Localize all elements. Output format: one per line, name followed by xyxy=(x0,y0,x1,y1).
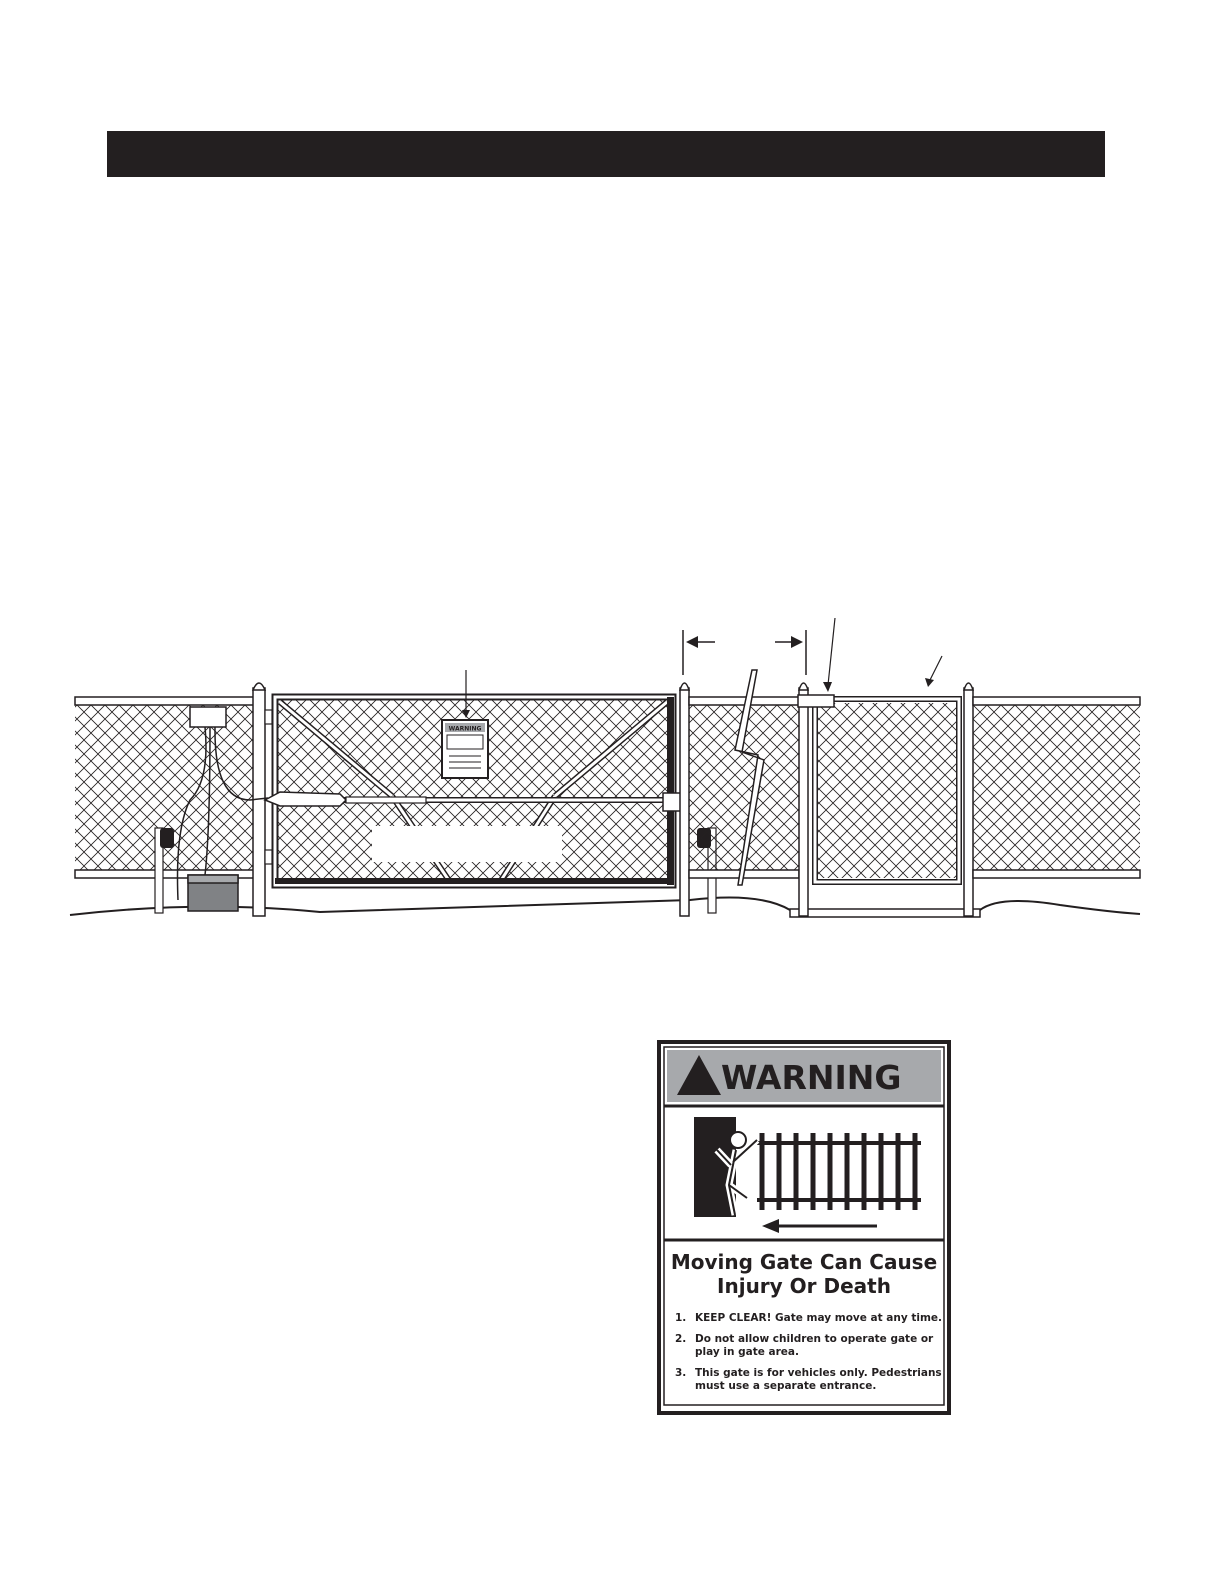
pedestrian-gate xyxy=(815,699,959,882)
gate-installation-diagram xyxy=(0,600,1224,940)
pedestrian-gate-post xyxy=(799,683,808,916)
right-post xyxy=(964,683,973,916)
middle-fence-panel xyxy=(689,670,799,885)
instruction-number: 1. xyxy=(675,1312,687,1324)
section-header-bar xyxy=(107,131,1105,177)
latch-post xyxy=(680,683,689,916)
sign-title-line-2: Injury Or Death xyxy=(717,1274,891,1298)
gate-slab xyxy=(790,909,980,917)
left-fence-panel xyxy=(75,697,255,878)
latch-pointer xyxy=(823,618,835,692)
distance-dimension xyxy=(683,630,806,675)
sign-instructions xyxy=(675,1312,945,1401)
sign-instruction xyxy=(675,1312,945,1325)
gate-warning-sign xyxy=(442,670,488,778)
mini-sign-signal-word: WARNING xyxy=(448,725,482,733)
pedestrian-gate-pointer xyxy=(925,656,942,687)
warning-sign xyxy=(657,1040,951,1415)
instruction-number: 2. xyxy=(675,1333,687,1345)
instruction-text: This gate is for vehicles only. Pedestrians must use a separate entrance. xyxy=(695,1367,942,1392)
sign-instruction xyxy=(675,1367,945,1393)
sign-signal-word: WARNING xyxy=(721,1058,902,1097)
right-fence-panel xyxy=(973,697,1140,878)
sign-instruction xyxy=(675,1333,945,1359)
sign-title-line-1: Moving Gate Can Cause xyxy=(670,1250,938,1274)
instruction-text: KEEP CLEAR! Gate may move at any time. xyxy=(695,1312,943,1324)
gate-latch xyxy=(798,695,834,707)
instruction-number: 3. xyxy=(675,1367,687,1379)
instruction-text: Do not allow children to operate gate or play in gate area. xyxy=(695,1333,934,1358)
